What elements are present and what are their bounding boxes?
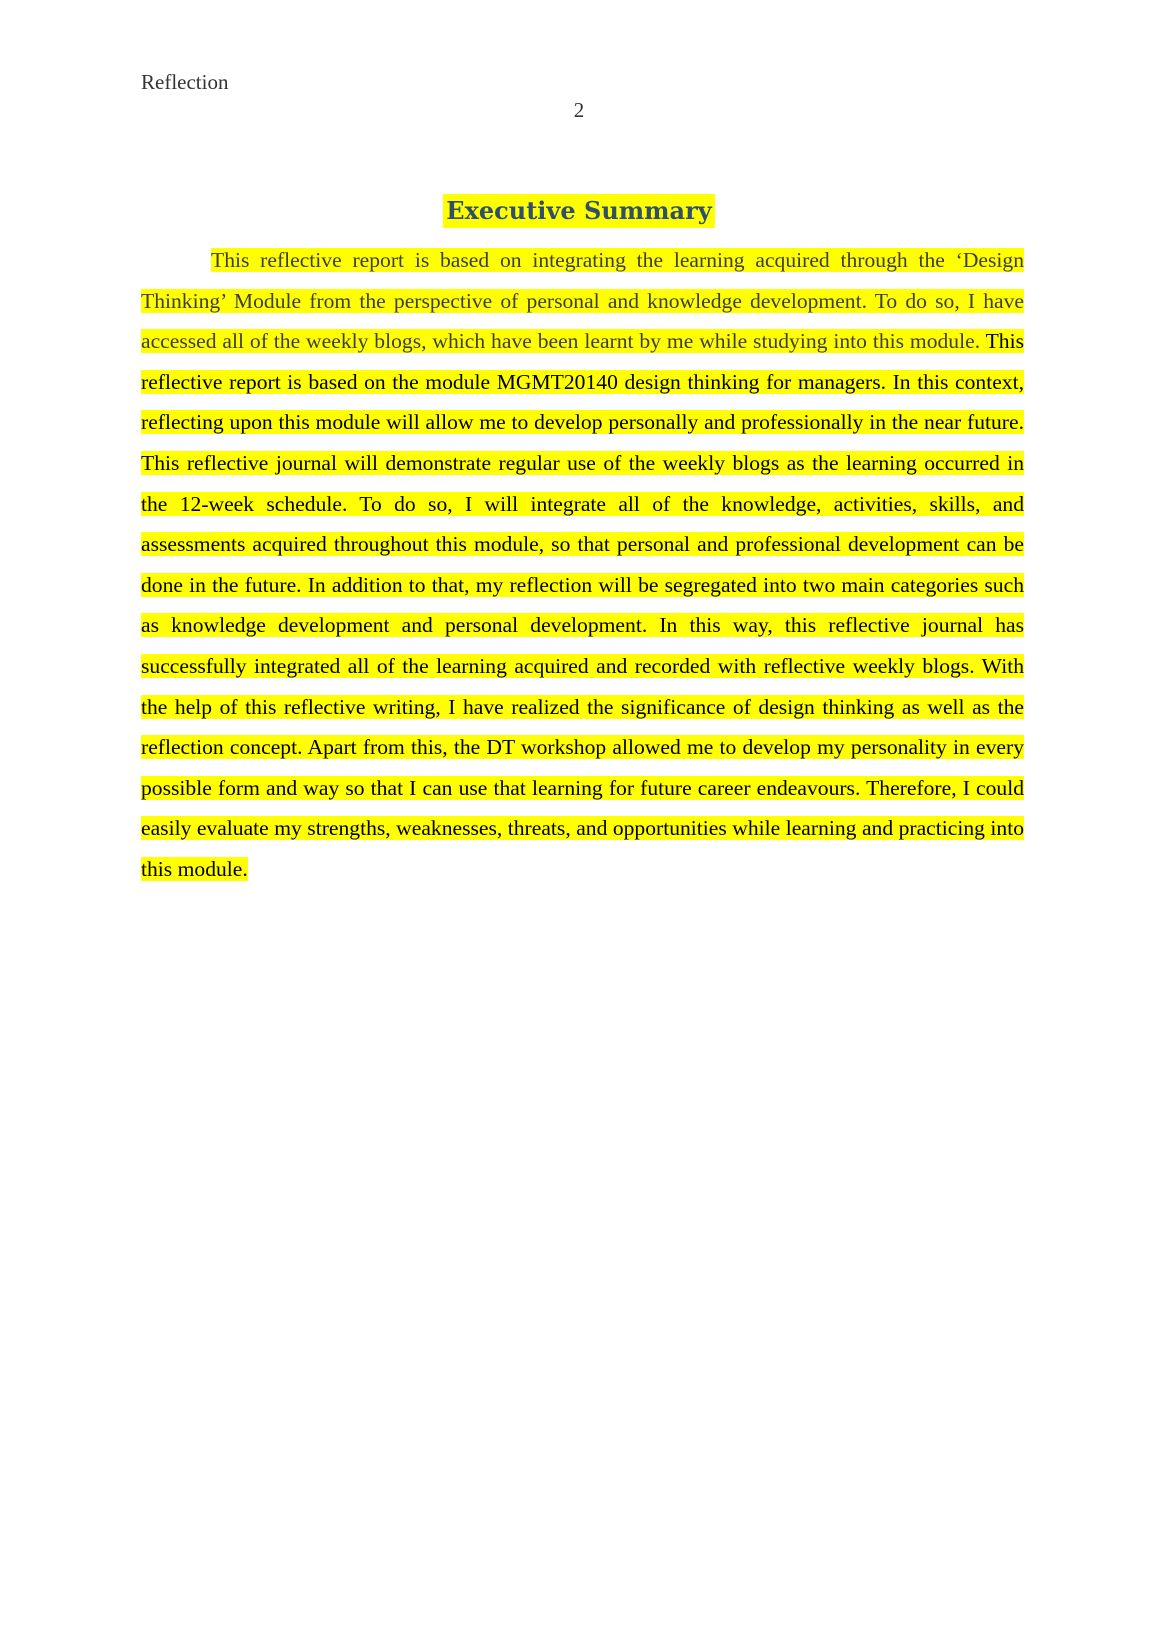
section-heading: Executive Summary <box>443 194 714 228</box>
running-header: Reflection <box>141 70 229 94</box>
page-number: 2 <box>573 98 585 122</box>
paragraph-intro-text: This reflective report is based on integrating the learning acquired through the ‘Design Thinking’ Module from the perspective of personal and knowledge development. To do so, I have accessed all of the weekly blogs, which have been learnt by me while studying into this module. <box>141 248 1024 354</box>
heading-container <box>0 194 1158 228</box>
paragraph-main-text: This reflective report is based on the module MGMT20140 design thinking for managers. In this context, reflecting upon this module will allow me to develop personally and professionally in the near future. This reflective journal will demonstrate regular use of the weekly blogs as the learning occurred in the 12-week schedule. To do so, I will integrate all of the knowledge, activities, skills, and assessments acquired throughout this module, so that personal and professional development can be done in the future. In addition to that, my reflection will be segregated into two main categories such as knowledge development and personal development. In this way, this reflective journal has successfully integrated all of the learning acquired and recorded with reflective weekly blogs. With the help of this reflective writing, I have realized the significance of design thinking as well as the reflection concept. Apart from this, the DT workshop allowed me to develop my personality in every possible form and way so that I can use that learning for future career endeavours. Therefore, I could easily evaluate my strengths, weaknesses, threats, and opportunities while learning and practicing into this module. <box>141 329 1024 881</box>
body-paragraph <box>141 240 1024 890</box>
